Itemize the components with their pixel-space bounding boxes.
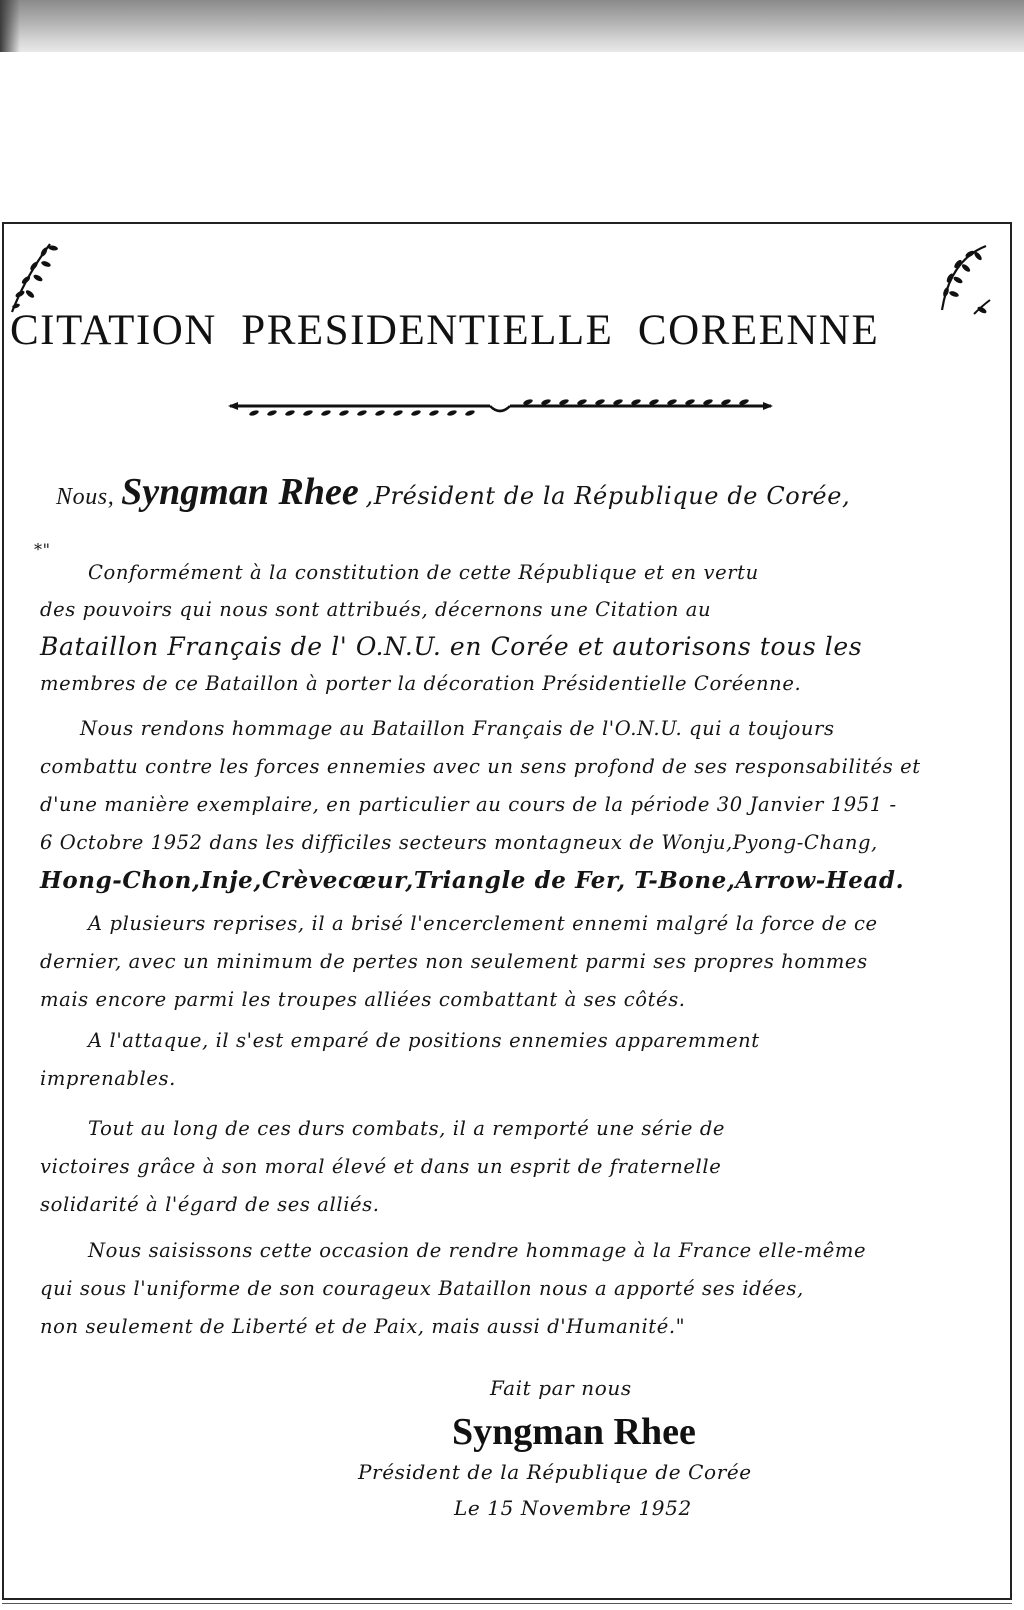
text-line: Hong-Chon,Inje,Crèvecœur,Triangle de Fer, T-Bone,Arrow-Head. — [40, 867, 905, 894]
signature-title: Président de la République de Corée — [358, 1460, 752, 1484]
text-line: combattu contre les forces ennemies avec un sens profond de ses responsabilités et — [40, 755, 921, 778]
text-line: Nous rendons hommage au Bataillon Français de l'O.N.U. qui a toujours — [80, 717, 835, 740]
signature-date: Le 15 Novembre 1952 — [454, 1496, 692, 1520]
text-line: qui sous l'uniforme de son courageux Bataillon nous a apporté ses idées, — [40, 1277, 804, 1300]
leaf-garland-divider — [228, 398, 773, 420]
page-title: CITATION PRESIDENTIELLE COREENNE — [10, 307, 880, 354]
text-line: A plusieurs reprises, il a brisé l'encerclement ennemi malgré la force de ce — [88, 912, 878, 935]
text-line: victoires grâce à son moral élevé et dans un esprit de fraternelle — [40, 1155, 722, 1178]
text-line: d'une manière exemplaire, en particulier au cours de la période 30 Janvier 1951 - — [40, 793, 897, 816]
text-line: 6 Octobre 1952 dans les difficiles secteurs montagneux de Wonju,Pyong-Chang, — [40, 831, 878, 854]
opening-suffix: ,Président de la République de Corée, — [365, 482, 851, 510]
text-line: des pouvoirs qui nous sont attribués, décernons une Citation au — [40, 598, 712, 621]
text-line: membres de ce Bataillon à porter la décoration Présidentielle Coréenne. — [40, 672, 802, 695]
quote-mark: *" — [34, 540, 51, 559]
president-name: Syngman Rhee — [121, 471, 359, 513]
paragraph-6 — [40, 1232, 920, 1346]
opening-line — [56, 470, 850, 514]
text-line: Tout au long de ces durs combats, il a remporté une série de — [88, 1117, 726, 1140]
paragraph-4 — [40, 1022, 920, 1098]
text-line: dernier, avec un minimum de pertes non seulement parmi ses propres hommes — [40, 950, 868, 973]
text-line: Nous saisissons cette occasion de rendre hommage à la France elle-même — [88, 1239, 867, 1262]
scan-shadow-band — [0, 0, 1024, 52]
text-line: A l'attaque, il s'est emparé de positions ennemies apparemment — [88, 1029, 760, 1052]
laurel-sprig-icon — [6, 236, 62, 316]
paragraph-2 — [40, 710, 930, 900]
text-line: Conformément à la constitution de cette République et en vertu — [88, 561, 759, 584]
paragraph-1 — [40, 554, 920, 702]
text-line: Bataillon Français de l' O.N.U. en Corée et autorisons tous les — [40, 632, 863, 661]
paragraph-3 — [40, 905, 920, 1019]
text-line: non seulement de Liberté et de Paix, mais aussi d'Humanité." — [40, 1315, 686, 1338]
opening-prefix: Nous, — [56, 484, 115, 510]
text-line: mais encore parmi les troupes alliées combattant à ses côtés. — [40, 988, 686, 1011]
border-bottom-rule — [2, 1603, 1012, 1604]
signature-name: Syngman Rhee — [452, 1411, 696, 1453]
text-line: imprenables. — [40, 1067, 176, 1090]
text-line: solidarité à l'égard de ses alliés. — [40, 1193, 380, 1216]
signature-intro: Fait par nous — [490, 1376, 632, 1400]
paragraph-5 — [40, 1110, 920, 1224]
